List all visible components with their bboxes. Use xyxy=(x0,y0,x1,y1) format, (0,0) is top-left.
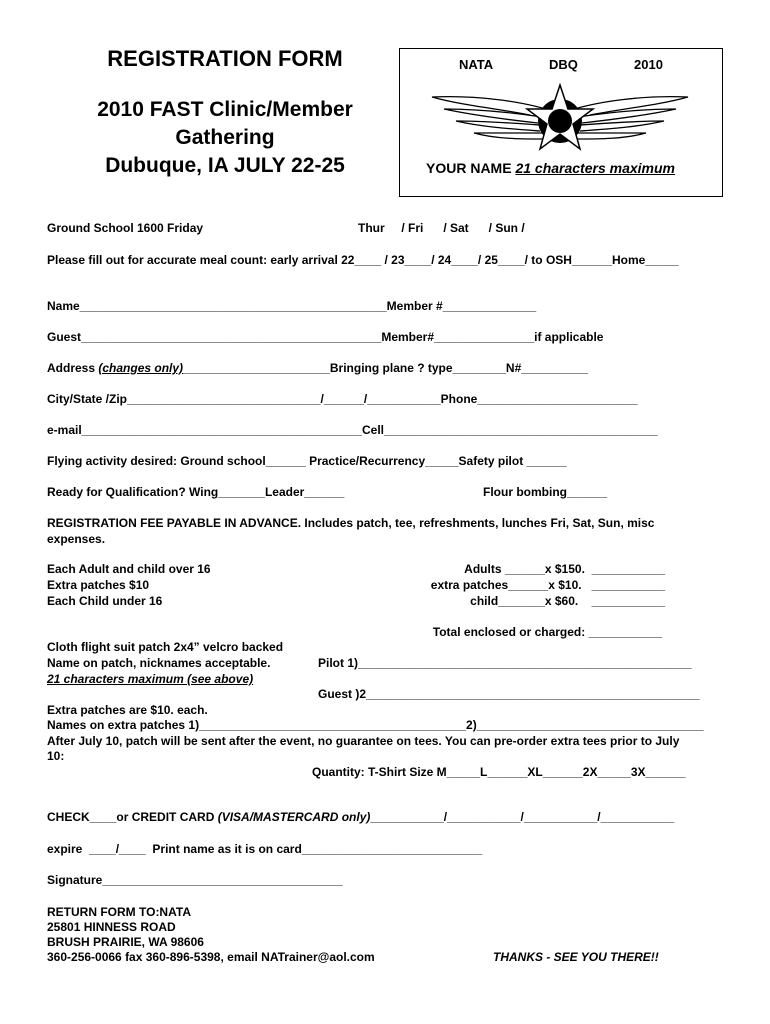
payment-card-note: (VISA/MASTERCARD only) xyxy=(217,810,371,824)
meal-count-line[interactable]: Please fill out for accurate meal count: early arrival 22____ / 23____/ 24____/ 25____/ to OSH______Home_____ xyxy=(47,253,679,267)
badge-name-note: 21 characters maximum xyxy=(515,160,675,176)
badge-header-nata: NATA xyxy=(459,57,494,72)
ground-school-line: Ground School 1600 Friday xyxy=(47,221,204,235)
address-field[interactable] xyxy=(47,361,588,375)
patch-line-1: Cloth flight suit patch 2x4” velcro backed xyxy=(47,640,284,654)
signature-field[interactable]: Signature____________________________________ xyxy=(47,873,343,887)
expire-field[interactable]: expire ____/____ Print name as it is on card___________________________ xyxy=(47,842,482,856)
name-badge-box xyxy=(399,48,723,197)
flour-bombing-field[interactable]: Flour bombing______ xyxy=(483,485,608,499)
return-line-3: BRUSH PRAIRIE, WA 98606 xyxy=(47,935,204,949)
badge-header-year: 2010 xyxy=(634,57,663,72)
total-field[interactable]: Total enclosed or charged: ___________ xyxy=(432,625,662,639)
city-state-zip-field[interactable]: City/State /Zip_____________________________/______/___________Phone________________________ xyxy=(47,392,638,406)
flying-activity-field[interactable]: Flying activity desired: Ground school______ Practice/Recurrency_____Safety pilot ______ xyxy=(47,454,567,468)
badge-name-label xyxy=(426,160,675,176)
guest-patch-field[interactable]: Guest )2__________________________________________________ xyxy=(318,687,700,701)
patch-line-3: 21 characters maximum (see above) xyxy=(47,672,254,686)
thanks-note: THANKS - SEE YOU THERE!! xyxy=(493,950,659,964)
address-note: (changes only) xyxy=(98,361,184,375)
badge-name-text: YOUR NAME xyxy=(426,160,516,176)
pilot-patch-field[interactable]: Pilot 1)__________________________________________________ xyxy=(318,656,692,670)
title-block xyxy=(60,44,390,180)
name-field[interactable]: Name______________________________________________Member #______________ xyxy=(47,299,537,313)
fee-extra-patch-calc[interactable]: extra patches______x $10. ___________ xyxy=(430,578,665,592)
patch-line-2: Name on patch, nicknames acceptable. xyxy=(47,656,271,670)
email-field[interactable]: e-mail__________________________________________Cell_________________________________________ xyxy=(47,423,658,437)
payment-field[interactable] xyxy=(47,810,674,824)
fee-line-2: expenses. xyxy=(47,532,106,546)
event-line-1: 2010 FAST Clinic/Member xyxy=(97,98,353,121)
address-rest: ______________________Bringing plane ? type________N#__________ xyxy=(183,361,589,375)
fee-child-calc[interactable]: child_______x $60. ___________ xyxy=(470,594,665,608)
after-july-note-1: After July 10, patch will be sent after the event, no guarantee on tees. You can pre-order extra tees prior to July xyxy=(47,734,680,748)
fee-adult-label: Each Adult and child over 16 xyxy=(47,562,211,576)
return-line-2: 25801 HINNESS ROAD xyxy=(47,920,176,934)
extra-patch-price: Extra patches are $10. each. xyxy=(47,703,208,717)
guest-field[interactable]: Guest_____________________________________________Member#_______________if applicable xyxy=(47,330,604,344)
after-july-note-2: 10: xyxy=(47,749,65,763)
extra-patch-names-field[interactable]: Names on extra patches 1)________________________________________2)__________________________________ xyxy=(47,718,704,732)
fee-line-1: REGISTRATION FEE PAYABLE IN ADVANCE. Includes patch, tee, refreshments, lunches Fri, Sat, Sun, misc xyxy=(47,516,655,530)
fee-extra-patch-label: Extra patches $10 xyxy=(47,578,150,592)
return-line-1: RETURN FORM TO:NATA xyxy=(47,905,191,919)
address-label: Address xyxy=(47,361,99,375)
star-wings-icon xyxy=(430,83,690,157)
event-line-3: Dubuque, IA JULY 22-25 xyxy=(105,154,345,177)
badge-header-dbq: DBQ xyxy=(549,57,578,72)
fee-child-label: Each Child under 16 xyxy=(47,594,163,608)
qualification-field[interactable]: Ready for Qualification? Wing_______Leader______ xyxy=(47,485,345,499)
return-line-4: 360-256-0066 fax 360-896-5398, email NATrainer@aol.com xyxy=(47,950,375,964)
form-title: REGISTRATION FORM xyxy=(107,46,343,71)
payment-card-blanks: ___________/___________/___________/___________ xyxy=(370,810,675,824)
payment-check: CHECK____or CREDIT CARD xyxy=(47,810,218,824)
event-line-2: Gathering xyxy=(175,126,275,149)
schedule-days: Thur / Fri / Sat / Sun / xyxy=(358,221,525,235)
tshirt-quantity-field[interactable]: Quantity: T-Shirt Size M_____L______XL______2X_____3X______ xyxy=(312,765,686,779)
fee-adults-calc[interactable]: Adults ______x $150. ___________ xyxy=(464,562,665,576)
